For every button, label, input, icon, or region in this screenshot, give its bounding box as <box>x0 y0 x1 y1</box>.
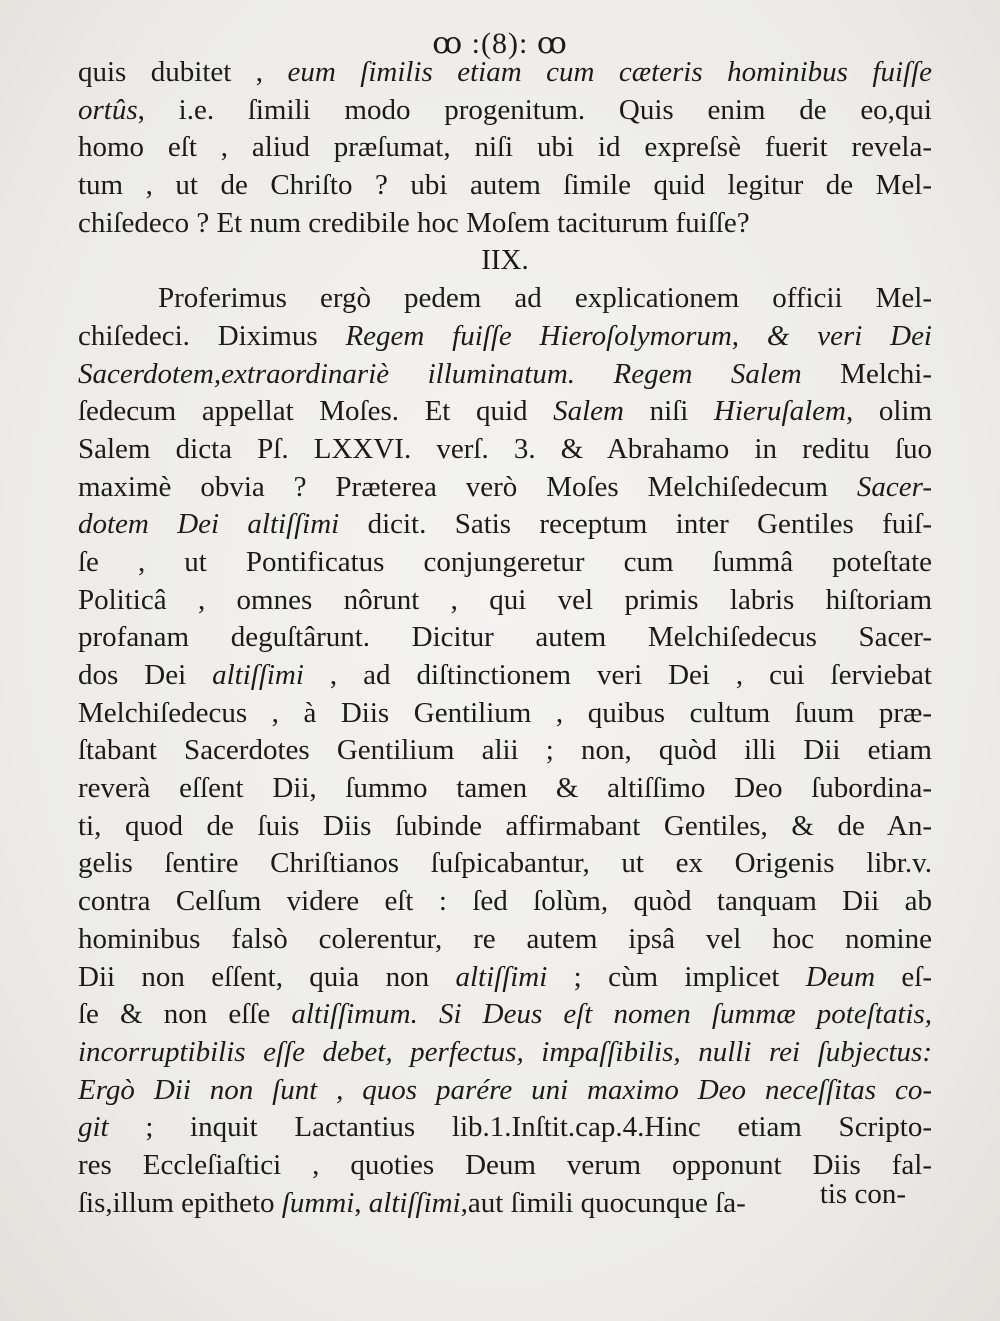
text-line <box>78 469 932 507</box>
page-number-header: ꝏ :(8): ꝏ <box>432 27 568 60</box>
text-run: res Eccleſiaſtici , quoties Deum verum opponunt Diis fal- <box>78 1148 932 1181</box>
italic-run: Ergò Dii non ſunt , quos parére uni maximo Deo neceſſitas co- <box>78 1073 932 1106</box>
text-line <box>78 318 932 356</box>
text-run: quis dubitet , <box>78 56 288 88</box>
text-line <box>78 356 932 394</box>
text-run: Melchi- <box>801 357 932 390</box>
text-run: gelis ſentire Chriſtianos ſuſpicabantur, ut ex Origenis libr.v. <box>78 847 932 880</box>
text-run: eſ- <box>875 960 932 993</box>
italic-run: eum ſimilis etiam cum cæteris hominibus fuiſſe <box>287 56 932 88</box>
text-line <box>78 54 932 92</box>
text-line <box>78 431 932 469</box>
italic-run: Deum <box>805 960 876 993</box>
text-run: ti, quod de ſuis Diis ſubinde affirmabant Gentiles, & de An- <box>78 809 932 842</box>
italic-run: ſummi <box>281 1186 355 1219</box>
text-run: chiſedeco ? Et num credibile hoc Moſem taciturum fuiſſe? <box>78 206 750 239</box>
text-run: , <box>354 1186 369 1219</box>
text-line <box>78 808 932 846</box>
text-run: , i.e. ſimili modo progenitum. Quis enim de eo,qui <box>137 93 932 126</box>
text-line <box>78 167 932 205</box>
text-line <box>78 770 932 808</box>
italic-run: dotem Dei altiſſimi <box>78 508 340 541</box>
italic-run: Salem <box>553 395 624 428</box>
text-line <box>78 845 932 883</box>
text-run: reverà eſſent Dii, ſummo tamen & altiſſimo Deo ſubordina- <box>78 772 932 805</box>
text-run: ſtabant Sacerdotes Gentilium alii ; non, quòd illi Dii etiam <box>78 734 932 767</box>
text-line <box>78 1072 932 1110</box>
text-line <box>78 883 932 921</box>
text-run: ſedecum appellat Moſes. Et quid <box>78 395 554 428</box>
italic-run: Regem fuiſſe Hieroſolymorum, & veri Dei <box>345 319 932 352</box>
text-line <box>78 619 932 657</box>
text-run: homo eſt , aliud præſumat, niſi ubi id expreſsè fuerit revela- <box>78 131 932 164</box>
text-line <box>78 695 932 733</box>
text-line <box>78 506 932 544</box>
text-line <box>78 92 932 130</box>
text-run: Melchiſedecus , à Diis Gentilium , quibus cultum ſuum præ- <box>78 696 932 729</box>
text-run: chiſedeci. Diximus <box>78 319 346 352</box>
text-run: Salem dicta Pſ. LXXVI. verſ. 3. & Abrahamo in reditu ſuo <box>78 432 932 465</box>
text-line <box>78 393 932 431</box>
italic-run: altiſſimi <box>212 659 304 691</box>
text-line <box>78 959 932 997</box>
text-line <box>78 544 932 582</box>
section-heading <box>78 242 932 280</box>
italic-run: altiſſimi <box>455 960 548 993</box>
text-run: contra Celſum videre eſt : ſed ſolùm, quòd tanquam Dii ab <box>78 885 932 918</box>
text-line <box>78 996 932 1034</box>
italic-run: Sacer- <box>856 470 932 503</box>
italic-run: Hieruſalem <box>713 395 846 428</box>
text-run: IIX. <box>481 244 529 277</box>
text-line <box>78 205 932 243</box>
text-run: tum , ut de Chriſto ? ubi autem ſimile quid legitur de Mel- <box>78 169 932 202</box>
text-run: ſe , ut Pontificatus conjungeretur cum ſummâ poteſtate <box>78 545 932 578</box>
text-line <box>78 582 932 620</box>
text-run: ſis,illum epitheto <box>78 1186 282 1219</box>
text-run: Dii non eſſent, quia non <box>78 960 456 993</box>
text-run: , olim <box>845 395 932 428</box>
italic-run: altiſſimum. Si Deus eſt nomen ſummæ poteſtatis, <box>291 998 932 1031</box>
text-run: maximè obvia ? Præterea verò Moſes Melchiſedecum <box>78 470 857 503</box>
text-line <box>78 280 932 318</box>
text-run: niſi <box>624 395 714 428</box>
text-run: ſe & non eſſe <box>78 998 292 1031</box>
text-line <box>78 1034 932 1072</box>
text-run: profanam deguſtârunt. Dicitur autem Melchiſedecus Sacer- <box>78 621 932 654</box>
text-run: ,aut ſimili quocunque ſa- <box>460 1186 746 1219</box>
catchword: tis con- <box>819 1178 906 1210</box>
text-run: hominibus falsò colerentur, re autem ipsâ vel hoc nomine <box>78 922 932 955</box>
text-line <box>78 129 932 167</box>
body-text <box>78 54 932 1222</box>
text-line <box>78 657 932 695</box>
text-run: Politicâ , omnes nôrunt , qui vel primis labris hiſtoriam <box>78 583 932 616</box>
italic-run: Sacerdotem,extraordinariè illuminatum. Regem Salem <box>78 357 802 390</box>
text-run: , ad diſtinctionem veri Dei , cui ſerviebat <box>303 659 932 691</box>
text-run: dos Dei <box>78 659 213 691</box>
text-line <box>78 732 932 770</box>
text-run: ; inquit Lactantius lib.1.Inſtit.cap.4.Hinc etiam Scripto- <box>108 1111 932 1144</box>
text-run: Proferimus ergò pedem ad explicationem officii Mel- <box>158 282 932 315</box>
text-line <box>78 921 932 959</box>
italic-run: altiſſimi <box>368 1186 461 1219</box>
italic-run: ortûs <box>78 93 138 126</box>
italic-run: git <box>78 1111 109 1144</box>
text-line <box>78 1109 932 1147</box>
text-run: ; cùm implicet <box>547 960 806 993</box>
italic-run: incorruptibilis eſſe debet, perfectus, impaſſibilis, nulli rei ſubjectus: <box>78 1035 932 1068</box>
text-run: dicit. Satis receptum inter Gentiles fuiſ- <box>339 508 932 541</box>
